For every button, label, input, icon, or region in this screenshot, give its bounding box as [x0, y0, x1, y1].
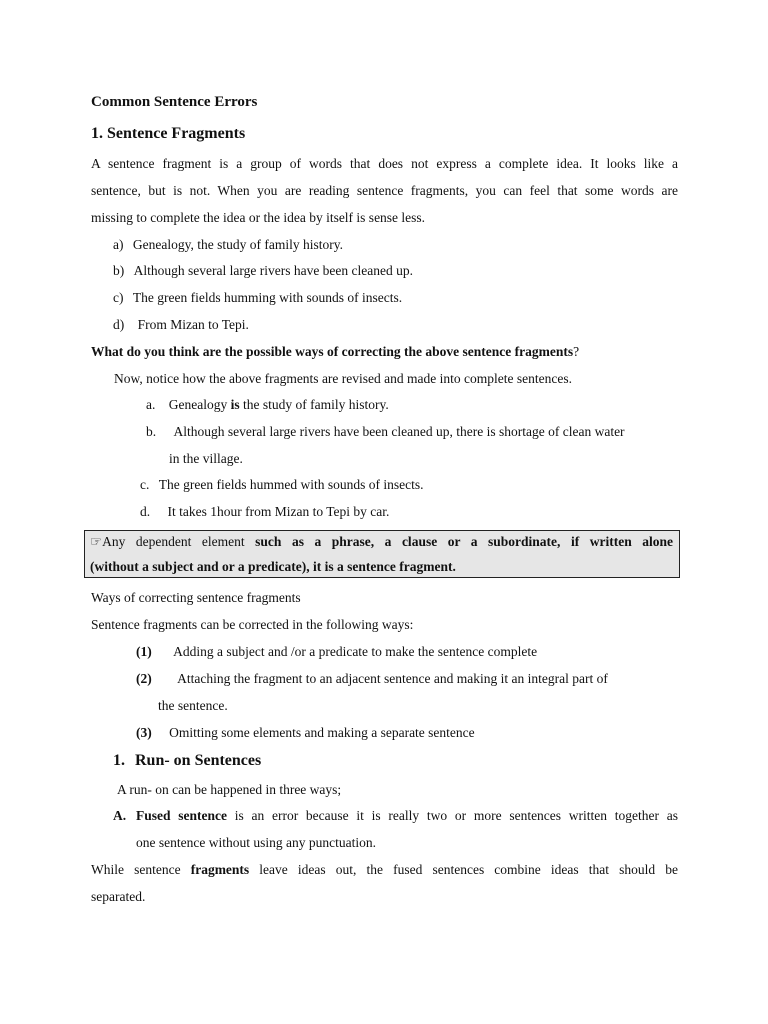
section-title: Run- on Sentences	[135, 752, 262, 769]
list-text: Although several large rivers have been cleaned up, there is shortage of clean water	[173, 424, 625, 439]
intro-line: A sentence fragment is a group of words that does not express a complete idea. It looks like a	[91, 156, 678, 171]
emphasis: fragments	[190, 862, 250, 877]
list-item	[146, 424, 625, 440]
question-text: What do you think are the possible ways of correcting the above sentence fragments	[91, 344, 574, 359]
list-marker: b)	[113, 263, 125, 278]
list-marker: a.	[146, 397, 156, 412]
list-item	[113, 290, 402, 306]
section-heading-fragments	[91, 125, 245, 143]
list-marker: c)	[113, 290, 124, 305]
list-marker: a)	[113, 237, 124, 252]
fused-continuation: one sentence without using any punctuation.	[136, 835, 376, 850]
question-mark: ?	[573, 344, 580, 359]
revised-intro: Now, notice how the above fragments are revised and made into complete sentences.	[114, 371, 572, 386]
section-number: 1.	[91, 125, 103, 142]
closing-continuation: separated.	[91, 889, 146, 904]
way-text: Omitting some elements and making a separate sentence	[169, 725, 475, 740]
way-text: Attaching the fragment to an adjacent sentence and making it an integral part of	[177, 671, 608, 686]
list-text: From Mizan to Tepi.	[137, 317, 249, 332]
ways-intro: Sentence fragments can be corrected in the following ways:	[91, 617, 414, 632]
list-item	[146, 397, 389, 413]
pointing-hand-icon: ☞	[90, 534, 103, 549]
list-marker: d)	[113, 317, 125, 332]
run-on-intro: A run- on can be happened in three ways;	[117, 782, 342, 797]
text-run: the study of family history.	[239, 397, 389, 412]
list-text: It takes 1hour from Mizan to Tepi by car.	[167, 504, 390, 519]
way-number: (1)	[136, 644, 152, 659]
rule-callout-box	[84, 530, 680, 578]
ways-heading: Ways of correcting sentence fragments	[91, 590, 301, 605]
closing-line	[91, 862, 678, 878]
document-title: Common Sentence Errors	[91, 94, 258, 110]
fused-text	[136, 808, 678, 824]
intro-line: sentence, but is not. When you are reading sentence fragments, you can feel that some words are	[91, 183, 678, 198]
intro-line: missing to complete the idea or the idea by itself is sense less.	[91, 210, 426, 225]
text-run: Genealogy	[168, 397, 231, 412]
fused-marker: A.	[113, 808, 127, 823]
list-marker: d.	[140, 504, 151, 519]
text-run: While sentence	[91, 862, 191, 877]
list-item	[113, 317, 249, 333]
list-item	[140, 504, 389, 520]
way-item	[136, 671, 608, 687]
text-run: is an error because it is really two or more sentences written together as	[226, 808, 678, 823]
list-marker: b.	[146, 424, 157, 439]
emphasis: such as a phrase, a clause or a subordinate, if written alone	[255, 534, 673, 549]
way-number: (3)	[136, 725, 152, 740]
section-heading-run-on	[113, 752, 261, 770]
list-text: The green fields humming with sounds of insects.	[132, 290, 403, 305]
section-title: Sentence Fragments	[107, 125, 246, 142]
list-text	[169, 397, 389, 412]
list-text: Genealogy, the study of family history.	[132, 237, 343, 252]
way-item	[136, 725, 475, 741]
way-number: (2)	[136, 671, 152, 686]
list-marker: c.	[140, 477, 150, 492]
list-text: The green fields hummed with sounds of insects.	[158, 477, 424, 492]
text-run: leave ideas out, the fused sentences combine ideas that should be	[249, 862, 678, 877]
list-item	[113, 237, 343, 253]
text-run: Any dependent element	[102, 534, 256, 549]
callout-line: (without a subject and or a predicate), it is a sentence fragment.	[90, 559, 456, 574]
emphasis: Fused sentence	[136, 808, 227, 823]
fused-item	[113, 808, 678, 824]
emphasis: is	[230, 397, 240, 412]
way-text: Adding a subject and /or a predicate to make the sentence complete	[173, 644, 538, 659]
list-item	[140, 477, 423, 493]
callout-line	[90, 534, 673, 550]
list-text: Although several large rivers have been cleaned up.	[133, 263, 414, 278]
way-item	[136, 644, 537, 660]
list-item	[113, 263, 413, 279]
way-text-continuation: the sentence.	[158, 698, 228, 713]
list-text-continuation: in the village.	[169, 451, 243, 466]
section-number: 1.	[113, 752, 125, 769]
question	[91, 344, 579, 360]
